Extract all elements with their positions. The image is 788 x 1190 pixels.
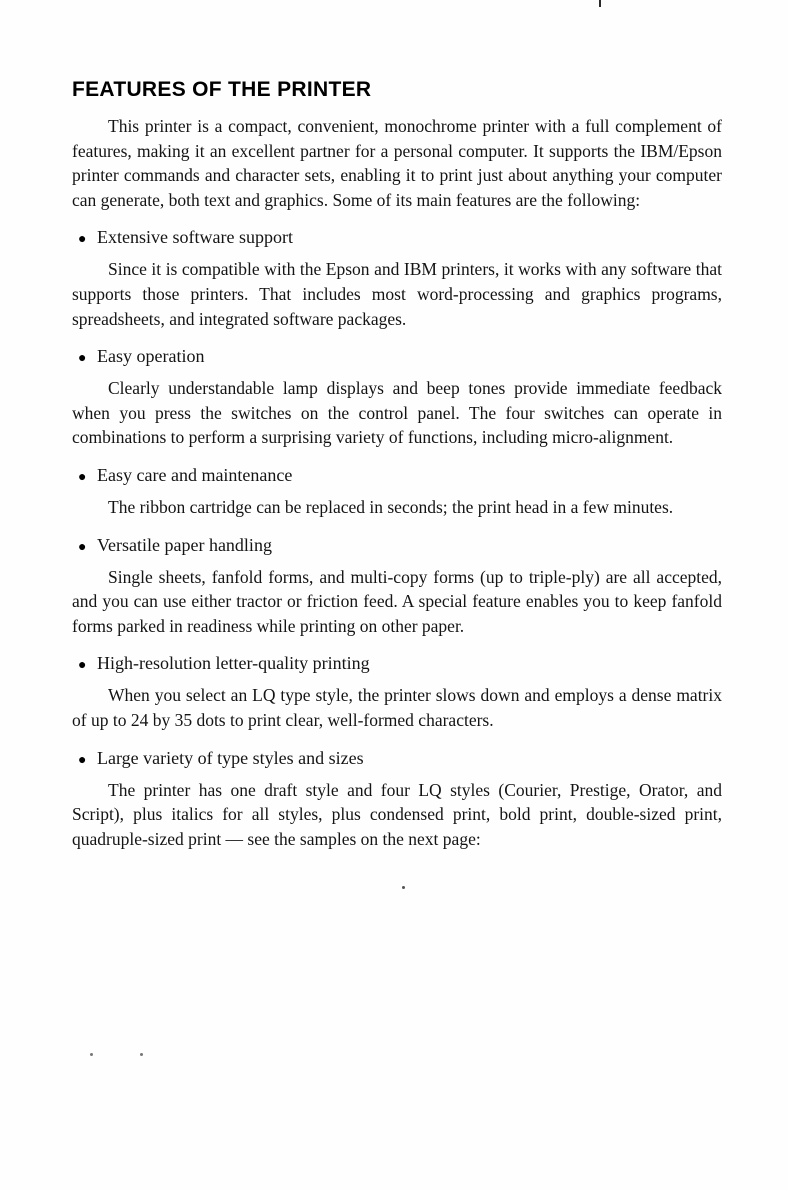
feature-section-care-maintenance bbox=[72, 463, 722, 520]
bullet-icon: ● bbox=[78, 232, 87, 248]
feature-heading-label: Easy care and maintenance bbox=[97, 464, 293, 485]
bullet-icon: ● bbox=[78, 469, 87, 485]
feature-heading bbox=[78, 651, 722, 678]
bullet-icon: ● bbox=[78, 539, 87, 555]
scan-artifact bbox=[402, 886, 405, 889]
scan-artifact bbox=[90, 1053, 93, 1056]
feature-heading-label: Versatile paper handling bbox=[97, 534, 272, 555]
feature-section-easy-operation bbox=[72, 344, 722, 450]
bullet-icon: ● bbox=[78, 658, 87, 674]
feature-section-type-styles bbox=[72, 746, 722, 852]
bullet-icon: ● bbox=[78, 351, 87, 367]
feature-body: When you select an LQ type style, the printer slows down and employs a dense matrix of up to 24 by 35 dots to print clear, well-formed characters. bbox=[72, 685, 722, 730]
intro-paragraph: This printer is a compact, convenient, monochrome printer with a full complement of features, making it an excellent partner for a personal computer. It supports the IBM/Epson printer commands and character sets, enabling it to print just about anything your computer can generate, both text and graphics. Some of its main features are the following: bbox=[72, 116, 722, 210]
feature-heading-label: Extensive software support bbox=[97, 227, 293, 248]
feature-heading-label: High-resolution letter-quality printing bbox=[97, 653, 370, 674]
scan-artifact bbox=[599, 0, 601, 7]
feature-heading bbox=[78, 746, 722, 773]
page-title: FEATURES OF THE PRINTER bbox=[72, 78, 372, 101]
feature-heading bbox=[78, 533, 722, 560]
feature-body: The printer has one draft style and four LQ styles (Courier, Prestige, Orator, and Script), plus italics for all styles, plus condensed print, bold print, double-sized print, quadruple-sized print — see the samples on the next page: bbox=[72, 779, 722, 849]
feature-heading-label: Large variety of type styles and sizes bbox=[97, 747, 364, 768]
feature-body: Since it is compatible with the Epson and IBM printers, it works with any software that supports those printers. That includes most word-processing and graphics programs, spreadsheets, and integrated software packages. bbox=[72, 259, 722, 329]
feature-section-paper-handling bbox=[72, 533, 722, 639]
feature-heading-label: Easy operation bbox=[97, 346, 205, 367]
feature-body: Clearly understandable lamp displays and beep tones provide immediate feedback when you press the switches on the control panel. The four switches can operate in combinations to perform a surprising variety of functions, including micro-alignment. bbox=[72, 378, 722, 448]
feature-heading bbox=[78, 344, 722, 371]
feature-heading bbox=[78, 463, 722, 490]
feature-section-letter-quality bbox=[72, 651, 722, 732]
feature-body: Single sheets, fanfold forms, and multi-copy forms (up to triple-ply) are all accepted, and you can use either tractor or friction feed. A special feature enables you to keep fanfold forms parked in readiness while printing on other paper. bbox=[72, 566, 722, 636]
feature-body: The ribbon cartridge can be replaced in seconds; the print head in a few minutes. bbox=[108, 496, 674, 517]
feature-heading bbox=[78, 225, 722, 252]
scan-artifact bbox=[140, 1053, 143, 1056]
feature-section-software-support bbox=[72, 225, 722, 331]
bullet-icon: ● bbox=[78, 752, 87, 768]
